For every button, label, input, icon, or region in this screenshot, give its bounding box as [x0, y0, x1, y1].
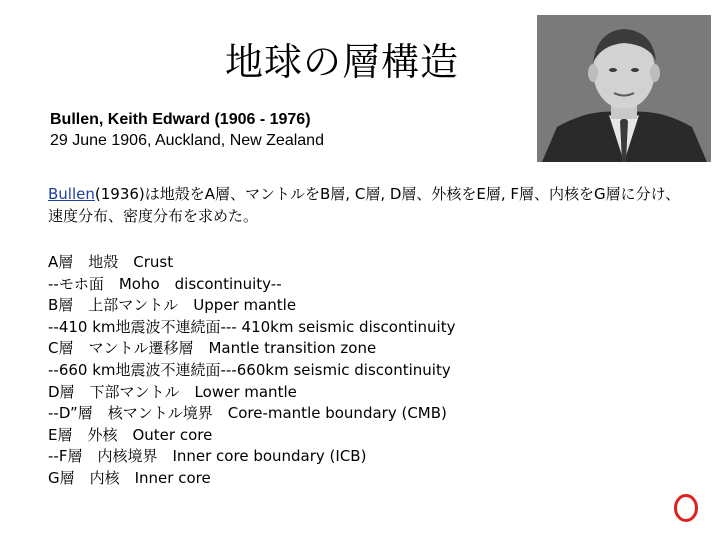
bullen-link[interactable]: Bullen — [48, 185, 95, 203]
layer-item: --D”層 核マントル境界 Core-mantle boundary (CMB) — [48, 404, 447, 423]
layer-item: --モホ面 Moho discontinuity-- — [48, 274, 282, 293]
portrait-photo — [537, 15, 711, 162]
circle-icon — [673, 493, 699, 523]
layer-item: A層 地殻 Crust — [48, 253, 174, 271]
intro-paragraph — [48, 183, 688, 227]
layer-item: E層 外核 Outer core — [48, 425, 213, 444]
layer-item: D層 下部マントル Lower mantle — [48, 382, 297, 401]
layer-item: --410 km地震波不連続面--- 410km seismic discontinuity — [48, 317, 456, 336]
slide-title: 地球の層構造 — [225, 40, 460, 84]
author-birth: 29 June 1906, Auckland, New Zealand — [50, 132, 324, 149]
layer-item: C層 マントル遷移層 Mantle transition zone — [48, 339, 377, 358]
intro-text: (1936)は地殻をA層、マントルをB層, C層, D層、外核をE層, F層、内核をG層に分け、速度分布、密度分布を求めた。 — [48, 185, 681, 225]
layer-item: B層 上部マントル Upper mantle — [48, 296, 297, 315]
layer-list — [48, 252, 648, 490]
layer-item: G層 内核 Inner core — [48, 468, 211, 487]
layer-item: --660 km地震波不連続面---660km seismic discontinuity — [48, 360, 451, 379]
layer-item: --F層 内核境界 Inner core boundary (ICB) — [48, 447, 367, 466]
author-name: Bullen, Keith Edward (1906 - 1976) — [50, 111, 311, 128]
portrait-icon — [537, 15, 711, 162]
